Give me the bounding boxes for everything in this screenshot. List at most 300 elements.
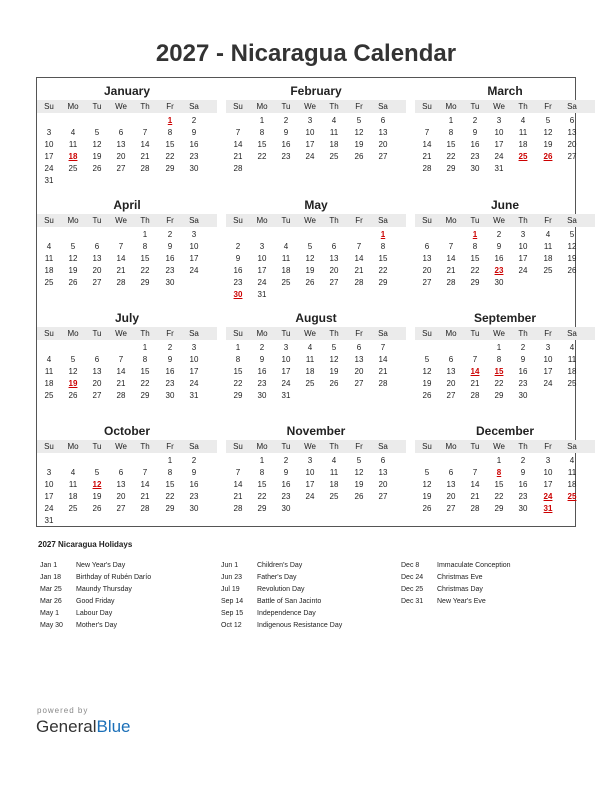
day-cell: 31 xyxy=(189,391,199,400)
holiday-row xyxy=(221,560,342,572)
day-cell: 9 xyxy=(191,128,197,137)
day-cell: 30 xyxy=(470,164,480,173)
day-cell: 10 xyxy=(189,355,199,364)
day-cell: 5 xyxy=(70,242,76,251)
day-cell: 10 xyxy=(305,468,315,477)
day-cell: 23 xyxy=(281,492,291,501)
weekday-label: We xyxy=(304,442,316,451)
month-name: May xyxy=(304,198,328,212)
weekday-label: Th xyxy=(140,216,150,225)
day-cell: 14 xyxy=(233,480,243,489)
day-cell: 8 xyxy=(259,128,265,137)
day-cell: 20 xyxy=(354,367,364,376)
day-cell: 10 xyxy=(543,468,553,477)
day-cell: 17 xyxy=(305,480,315,489)
day-cell: 4 xyxy=(569,456,575,465)
day-cell: 13 xyxy=(446,367,456,376)
holiday-row xyxy=(221,584,342,596)
weekday-label: Th xyxy=(140,329,150,338)
weekday-label: Su xyxy=(44,329,54,338)
day-cell: 23 xyxy=(257,379,267,388)
day-cell: 17 xyxy=(543,480,553,489)
weekday-label: Su xyxy=(422,102,432,111)
weekday-label: Mo xyxy=(67,329,79,338)
holiday-date: Sep 14 xyxy=(221,598,244,605)
weekday-label: We xyxy=(493,329,505,338)
day-cell: 9 xyxy=(283,468,289,477)
weekday-label: Th xyxy=(329,329,339,338)
day-cell: 26 xyxy=(567,266,577,275)
day-cell: 7 xyxy=(235,128,241,137)
day-cell: 27 xyxy=(378,152,388,161)
day-cell: 24 xyxy=(518,266,528,275)
day-cell: 4 xyxy=(46,242,52,251)
day-cell: 13 xyxy=(422,254,432,263)
day-cell: 29 xyxy=(378,278,388,287)
weekday-header xyxy=(37,440,217,453)
holiday-day: 1 xyxy=(472,230,478,239)
day-cell: 12 xyxy=(354,128,364,137)
day-cell: 21 xyxy=(140,152,150,161)
day-cell: 19 xyxy=(567,254,577,263)
day-cell: 1 xyxy=(142,343,148,352)
day-cell: 26 xyxy=(305,278,315,287)
day-cell: 3 xyxy=(283,343,289,352)
day-cell: 25 xyxy=(329,152,339,161)
day-cell: 19 xyxy=(305,266,315,275)
day-cell: 18 xyxy=(518,140,528,149)
month-march xyxy=(415,78,595,190)
day-cell: 24 xyxy=(189,266,199,275)
holiday-row xyxy=(40,572,151,584)
day-cell: 3 xyxy=(307,116,313,125)
day-cell: 13 xyxy=(92,254,102,263)
day-cell: 22 xyxy=(140,379,150,388)
holiday-row xyxy=(221,608,342,620)
weekday-label: We xyxy=(493,442,505,451)
day-cell: 21 xyxy=(140,492,150,501)
day-cell: 7 xyxy=(235,468,241,477)
day-cell: 20 xyxy=(378,140,388,149)
weekday-label: Su xyxy=(233,329,243,338)
day-cell: 22 xyxy=(165,152,175,161)
day-cell: 8 xyxy=(142,242,148,251)
day-cell: 30 xyxy=(189,164,199,173)
day-cell: 5 xyxy=(307,242,313,251)
day-cell: 2 xyxy=(496,230,502,239)
day-cell: 11 xyxy=(68,140,78,149)
brand-general: General xyxy=(36,717,97,736)
holiday-day: 31 xyxy=(543,504,553,513)
day-cell: 7 xyxy=(142,468,148,477)
weekday-label: Sa xyxy=(189,442,199,451)
holiday-day: 18 xyxy=(68,152,78,161)
day-cell: 15 xyxy=(140,367,150,376)
weekday-label: Fr xyxy=(355,216,363,225)
day-cell: 30 xyxy=(494,278,504,287)
day-cell: 15 xyxy=(257,140,267,149)
day-cell: 23 xyxy=(518,492,528,501)
holiday-name: Christmas Eve xyxy=(437,574,483,581)
day-cell: 6 xyxy=(356,343,362,352)
day-cell: 19 xyxy=(422,379,432,388)
day-cell: 3 xyxy=(191,230,197,239)
day-cell: 16 xyxy=(189,480,199,489)
holiday-name: Battle of San Jacinto xyxy=(257,598,322,605)
day-cell: 25 xyxy=(329,492,339,501)
day-cell: 4 xyxy=(520,116,526,125)
day-cell: 3 xyxy=(545,343,551,352)
day-cell: 31 xyxy=(281,391,291,400)
month-name: November xyxy=(286,424,346,438)
day-cell: 4 xyxy=(70,128,76,137)
day-cell: 17 xyxy=(305,140,315,149)
holiday-name: Good Friday xyxy=(76,598,115,605)
day-cell: 23 xyxy=(470,152,480,161)
day-cell: 8 xyxy=(472,242,478,251)
weekday-label: Sa xyxy=(189,216,199,225)
day-cell: 7 xyxy=(472,355,478,364)
day-cell: 13 xyxy=(329,254,339,263)
day-cell: 3 xyxy=(545,456,551,465)
weekday-label: Mo xyxy=(256,102,268,111)
weekday-label: Mo xyxy=(256,442,268,451)
day-cell: 21 xyxy=(116,266,126,275)
month-name: July xyxy=(114,311,139,325)
day-cell: 11 xyxy=(567,468,577,477)
day-cell: 13 xyxy=(116,480,126,489)
day-cell: 7 xyxy=(118,242,124,251)
day-cell: 21 xyxy=(422,152,432,161)
weekday-label: We xyxy=(115,329,127,338)
weekday-label: Su xyxy=(422,216,432,225)
day-cell: 12 xyxy=(329,355,339,364)
weekday-label: Fr xyxy=(166,102,174,111)
day-cell: 7 xyxy=(472,468,478,477)
day-cell: 30 xyxy=(518,504,528,513)
weekday-header xyxy=(226,440,406,453)
day-cell: 3 xyxy=(46,128,52,137)
weekday-label: Su xyxy=(44,102,54,111)
day-cell: 17 xyxy=(494,140,504,149)
day-cell: 13 xyxy=(354,355,364,364)
holiday-date: Jul 19 xyxy=(221,586,240,593)
day-cell: 25 xyxy=(305,379,315,388)
day-cell: 30 xyxy=(257,391,267,400)
weekday-label: Th xyxy=(518,329,528,338)
weekday-label: Mo xyxy=(256,329,268,338)
holiday-name: Christmas Day xyxy=(437,586,483,593)
day-cell: 4 xyxy=(70,468,76,477)
day-cell: 12 xyxy=(422,367,432,376)
day-cell: 6 xyxy=(448,355,454,364)
weekday-label: Fr xyxy=(355,442,363,451)
day-cell: 15 xyxy=(494,480,504,489)
day-cell: 18 xyxy=(329,140,339,149)
day-cell: 24 xyxy=(44,504,54,513)
weekday-label: Su xyxy=(233,442,243,451)
weekday-label: Su xyxy=(44,216,54,225)
weekday-label: Tu xyxy=(281,102,291,111)
day-cell: 7 xyxy=(118,355,124,364)
day-cell: 14 xyxy=(422,140,432,149)
day-cell: 4 xyxy=(569,343,575,352)
day-cell: 22 xyxy=(470,266,480,275)
day-cell: 28 xyxy=(378,379,388,388)
day-cell: 14 xyxy=(140,140,150,149)
day-cell: 20 xyxy=(329,266,339,275)
day-cell: 21 xyxy=(446,266,456,275)
day-cell: 4 xyxy=(331,116,337,125)
day-cell: 28 xyxy=(233,504,243,513)
month-august xyxy=(226,305,406,417)
weekday-label: Fr xyxy=(166,329,174,338)
day-cell: 22 xyxy=(494,492,504,501)
day-cell: 29 xyxy=(233,391,243,400)
holiday-row xyxy=(40,620,151,632)
holiday-date: Mar 25 xyxy=(40,586,62,593)
holiday-row xyxy=(401,584,511,596)
day-cell: 29 xyxy=(446,164,456,173)
weekday-label: Tu xyxy=(470,442,480,451)
day-cell: 31 xyxy=(44,176,54,185)
weekday-label: Th xyxy=(518,442,528,451)
day-cell: 10 xyxy=(281,355,291,364)
day-cell: 2 xyxy=(235,242,241,251)
weekday-label: Th xyxy=(518,216,528,225)
weekday-label: Fr xyxy=(166,442,174,451)
day-cell: 11 xyxy=(543,242,553,251)
day-cell: 20 xyxy=(92,266,102,275)
holiday-date: May 30 xyxy=(40,622,63,629)
weekday-label: We xyxy=(115,102,127,111)
day-cell: 9 xyxy=(496,242,502,251)
weekday-header xyxy=(226,327,406,340)
day-cell: 4 xyxy=(283,242,289,251)
day-cell: 13 xyxy=(92,367,102,376)
day-cell: 24 xyxy=(543,379,553,388)
day-cell: 28 xyxy=(422,164,432,173)
day-cell: 6 xyxy=(94,355,100,364)
holiday-row xyxy=(401,572,511,584)
month-april xyxy=(37,192,217,304)
day-cell: 8 xyxy=(235,355,241,364)
day-cell: 6 xyxy=(569,116,575,125)
holiday-day: 25 xyxy=(567,492,577,501)
day-cell: 11 xyxy=(518,128,528,137)
day-cell: 8 xyxy=(142,355,148,364)
month-june xyxy=(415,192,595,304)
holiday-name: Immaculate Conception xyxy=(437,562,511,569)
holiday-day: 1 xyxy=(167,116,173,125)
weekday-label: Sa xyxy=(567,329,577,338)
day-cell: 7 xyxy=(424,128,430,137)
day-cell: 15 xyxy=(165,480,175,489)
holiday-date: Oct 12 xyxy=(221,622,242,629)
day-cell: 25 xyxy=(543,266,553,275)
day-cell: 27 xyxy=(567,152,577,161)
day-cell: 4 xyxy=(307,343,313,352)
day-cell: 30 xyxy=(281,504,291,513)
day-cell: 9 xyxy=(520,355,526,364)
day-cell: 21 xyxy=(233,152,243,161)
day-cell: 5 xyxy=(70,355,76,364)
day-cell: 6 xyxy=(380,116,386,125)
day-cell: 7 xyxy=(142,128,148,137)
day-cell: 24 xyxy=(305,152,315,161)
weekday-label: Mo xyxy=(445,329,457,338)
day-cell: 9 xyxy=(235,254,241,263)
month-july xyxy=(37,305,217,417)
month-december xyxy=(415,418,595,530)
holiday-row xyxy=(40,560,151,572)
day-cell: 15 xyxy=(233,367,243,376)
day-cell: 6 xyxy=(424,242,430,251)
day-cell: 9 xyxy=(283,128,289,137)
day-cell: 1 xyxy=(235,343,241,352)
weekday-label: Sa xyxy=(567,216,577,225)
day-cell: 1 xyxy=(496,456,502,465)
day-cell: 21 xyxy=(470,379,480,388)
day-cell: 27 xyxy=(378,492,388,501)
weekday-label: Tu xyxy=(281,442,291,451)
day-cell: 11 xyxy=(44,367,54,376)
day-cell: 16 xyxy=(257,367,267,376)
holiday-day: 23 xyxy=(494,266,504,275)
day-cell: 3 xyxy=(46,468,52,477)
month-name: December xyxy=(475,424,535,438)
day-cell: 19 xyxy=(354,140,364,149)
holiday-date: Mar 26 xyxy=(40,598,62,605)
day-cell: 15 xyxy=(140,254,150,263)
day-cell: 8 xyxy=(380,242,386,251)
day-cell: 16 xyxy=(518,367,528,376)
day-cell: 4 xyxy=(545,230,551,239)
weekday-label: Sa xyxy=(189,102,199,111)
month-name: March xyxy=(487,84,523,98)
day-cell: 1 xyxy=(259,116,265,125)
day-cell: 6 xyxy=(94,242,100,251)
day-cell: 12 xyxy=(543,128,553,137)
day-cell: 20 xyxy=(446,379,456,388)
day-cell: 27 xyxy=(446,391,456,400)
brand-logo[interactable] xyxy=(36,717,131,737)
day-cell: 19 xyxy=(329,367,339,376)
day-cell: 17 xyxy=(281,367,291,376)
weekday-label: Mo xyxy=(67,442,79,451)
day-cell: 26 xyxy=(422,391,432,400)
day-cell: 20 xyxy=(567,140,577,149)
month-september xyxy=(415,305,595,417)
day-cell: 8 xyxy=(448,128,454,137)
day-cell: 14 xyxy=(233,140,243,149)
day-cell: 5 xyxy=(94,128,100,137)
day-cell: 25 xyxy=(567,379,577,388)
day-cell: 23 xyxy=(233,278,243,287)
day-cell: 14 xyxy=(470,480,480,489)
weekday-label: Th xyxy=(140,102,150,111)
day-cell: 14 xyxy=(354,254,364,263)
holiday-row xyxy=(40,608,151,620)
holiday-date: Jan 1 xyxy=(40,562,58,569)
day-cell: 4 xyxy=(46,355,52,364)
holiday-day: 12 xyxy=(92,480,102,489)
day-cell: 26 xyxy=(354,492,364,501)
day-cell: 21 xyxy=(233,492,243,501)
day-cell: 20 xyxy=(422,266,432,275)
day-cell: 24 xyxy=(494,152,504,161)
day-cell: 2 xyxy=(167,230,173,239)
weekday-label: Fr xyxy=(355,102,363,111)
weekday-header xyxy=(415,440,595,453)
day-cell: 5 xyxy=(94,468,100,477)
day-cell: 25 xyxy=(44,391,54,400)
day-cell: 5 xyxy=(356,116,362,125)
holidays-title: 2027 Nicaragua Holidays xyxy=(38,540,133,549)
day-cell: 5 xyxy=(424,468,430,477)
day-cell: 9 xyxy=(167,242,173,251)
day-cell: 22 xyxy=(257,152,267,161)
day-cell: 2 xyxy=(520,456,526,465)
day-cell: 18 xyxy=(567,367,577,376)
day-cell: 27 xyxy=(116,504,126,513)
day-cell: 2 xyxy=(259,343,265,352)
holiday-row xyxy=(221,620,342,632)
weekday-header xyxy=(226,100,406,113)
holiday-date: Dec 24 xyxy=(401,574,424,581)
day-cell: 17 xyxy=(189,254,199,263)
day-cell: 24 xyxy=(189,379,199,388)
brand-blue: Blue xyxy=(96,717,131,736)
holiday-name: Mother's Day xyxy=(76,622,118,629)
weekday-label: Tu xyxy=(470,329,480,338)
day-cell: 11 xyxy=(281,254,291,263)
day-cell: 26 xyxy=(92,504,102,513)
day-cell: 2 xyxy=(472,116,478,125)
page-title: 2027 - Nicaragua Calendar xyxy=(155,40,457,67)
weekday-label: Sa xyxy=(378,102,388,111)
day-cell: 12 xyxy=(422,480,432,489)
month-name: October xyxy=(103,424,150,438)
day-cell: 28 xyxy=(140,504,150,513)
day-cell: 22 xyxy=(494,379,504,388)
day-cell: 20 xyxy=(92,379,102,388)
holiday-day: 8 xyxy=(496,468,502,477)
holiday-day: 26 xyxy=(543,152,553,161)
weekday-label: We xyxy=(304,102,316,111)
day-cell: 28 xyxy=(470,504,480,513)
day-cell: 16 xyxy=(233,266,243,275)
day-cell: 19 xyxy=(422,492,432,501)
day-cell: 29 xyxy=(494,504,504,513)
holiday-row xyxy=(401,560,511,572)
day-cell: 28 xyxy=(354,278,364,287)
day-cell: 23 xyxy=(165,266,175,275)
day-cell: 30 xyxy=(165,391,175,400)
day-cell: 11 xyxy=(44,254,54,263)
day-cell: 5 xyxy=(356,456,362,465)
day-cell: 28 xyxy=(140,164,150,173)
day-cell: 19 xyxy=(92,152,102,161)
day-cell: 21 xyxy=(116,379,126,388)
day-cell: 22 xyxy=(378,266,388,275)
holiday-day: 25 xyxy=(518,152,528,161)
day-cell: 5 xyxy=(569,230,575,239)
holiday-name: New Year's Day xyxy=(76,562,126,569)
day-cell: 11 xyxy=(329,468,339,477)
weekday-label: Mo xyxy=(67,216,79,225)
day-cell: 17 xyxy=(44,152,54,161)
